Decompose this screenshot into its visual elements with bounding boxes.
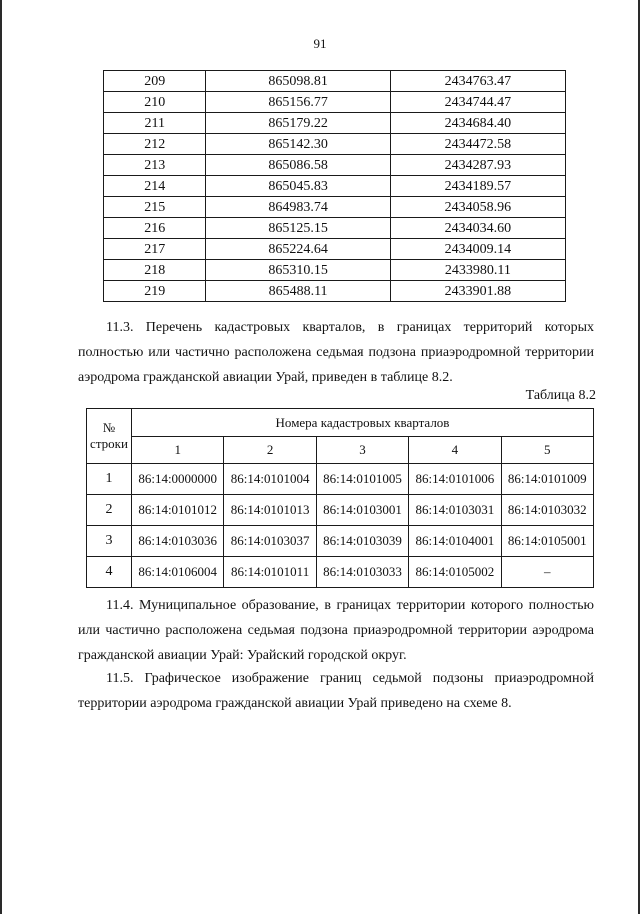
coord-y-value: 2433980.11 [390, 260, 565, 281]
coord-row [104, 176, 566, 197]
page-edge-left [0, 0, 2, 914]
coord-point-number: 211 [104, 113, 206, 134]
column-header: 4 [409, 437, 501, 464]
coord-row [104, 281, 566, 302]
coord-row [104, 155, 566, 176]
coord-point-number: 210 [104, 92, 206, 113]
coord-x-value: 865125.15 [206, 218, 390, 239]
cadastral-row [87, 526, 594, 557]
cadastral-quarter-cell: – [501, 557, 593, 588]
cadastral-quarter-cell: 86:14:0101011 [224, 557, 316, 588]
cadastral-quarter-cell: 86:14:0103037 [224, 526, 316, 557]
coord-row [104, 71, 566, 92]
coord-row [104, 197, 566, 218]
cadastral-quarter-cell: 86:14:0101005 [316, 464, 408, 495]
cadastral-quarter-cell: 86:14:0000000 [132, 464, 224, 495]
coord-row [104, 239, 566, 260]
coord-x-value: 865086.58 [206, 155, 390, 176]
cadastral-quarter-cell: 86:14:0103032 [501, 495, 593, 526]
row-number: 2 [87, 495, 132, 526]
paragraph-line: территории аэродрома гражданской авиации Урай приведено на схеме 8. [78, 696, 512, 711]
cadastral-quarter-cell: 86:14:0103001 [316, 495, 408, 526]
cadastral-quarter-cell: 86:14:0101009 [501, 464, 593, 495]
coord-y-value: 2434684.40 [390, 113, 565, 134]
cadastral-quarter-cell: 86:14:0101004 [224, 464, 316, 495]
coord-point-number: 212 [104, 134, 206, 155]
coord-point-number: 209 [104, 71, 206, 92]
paragraph-line: гражданской авиации Урай: Урайский городской округ. [78, 648, 407, 663]
coord-x-value: 865179.22 [206, 113, 390, 134]
coord-y-value: 2434763.47 [390, 71, 565, 92]
paragraph-line: аэродрома гражданской авиации Урай, приведен в таблице 8.2. [78, 370, 453, 385]
coord-row [104, 260, 566, 281]
column-header: 5 [501, 437, 593, 464]
cadastral-quarter-cell: 86:14:0105001 [501, 526, 593, 557]
coord-point-number: 213 [104, 155, 206, 176]
coord-point-number: 214 [104, 176, 206, 197]
coord-y-value: 2434287.93 [390, 155, 565, 176]
coord-y-value: 2434744.47 [390, 92, 565, 113]
header-group: Номера кадастровых кварталов [132, 409, 594, 437]
paragraph-line: полностью или частично расположена седьмая подзона приаэродромной территории [78, 345, 594, 360]
coord-x-value: 865224.64 [206, 239, 390, 260]
coord-row [104, 92, 566, 113]
coord-row [104, 113, 566, 134]
coord-x-value: 865156.77 [206, 92, 390, 113]
cadastral-row [87, 495, 594, 526]
row-number: 3 [87, 526, 132, 557]
coord-point-number: 219 [104, 281, 206, 302]
coord-y-value: 2433901.88 [390, 281, 565, 302]
paragraph-11-5 [78, 666, 594, 716]
cadastral-quarter-cell: 86:14:0101012 [132, 495, 224, 526]
cadastral-table [86, 408, 594, 588]
header-row-number [87, 409, 132, 464]
column-header: 2 [224, 437, 316, 464]
cadastral-quarter-cell: 86:14:0106004 [132, 557, 224, 588]
coord-point-number: 217 [104, 239, 206, 260]
column-header: 3 [316, 437, 408, 464]
paragraph-11-4 [78, 593, 594, 668]
cadastral-quarter-cell: 86:14:0103033 [316, 557, 408, 588]
paragraph-line: 11.5. Графическое изображение границ седьмой подзоны приаэродромной [106, 671, 594, 686]
cadastral-row [87, 557, 594, 588]
column-header: 1 [132, 437, 224, 464]
coord-point-number: 216 [104, 218, 206, 239]
page-number: 91 [313, 36, 327, 51]
coord-y-value: 2434034.60 [390, 218, 565, 239]
cadastral-quarter-cell: 86:14:0103036 [132, 526, 224, 557]
coord-row [104, 218, 566, 239]
table-caption: Таблица 8.2 [525, 388, 596, 403]
coord-row [104, 134, 566, 155]
cadastral-quarter-cell: 86:14:0103039 [316, 526, 408, 557]
coord-x-value: 865310.15 [206, 260, 390, 281]
header-no-symbol: № [102, 420, 116, 435]
coord-point-number: 218 [104, 260, 206, 281]
row-number: 4 [87, 557, 132, 588]
cadastral-quarter-cell: 86:14:0103031 [409, 495, 501, 526]
coord-y-value: 2434058.96 [390, 197, 565, 218]
coord-x-value: 865488.11 [206, 281, 390, 302]
cadastral-quarter-cell: 86:14:0101013 [224, 495, 316, 526]
coord-x-value: 864983.74 [206, 197, 390, 218]
header-no-word: строки [90, 436, 128, 451]
paragraph-11-3 [78, 315, 594, 390]
paragraph-line: 11.4. Муниципальное образование, в границах территории которого полностью [106, 598, 594, 613]
paragraph-line: 11.3. Перечень кадастровых кварталов, в границах территорий которых [106, 320, 594, 335]
cadastral-quarter-cell: 86:14:0104001 [409, 526, 501, 557]
coord-y-value: 2434189.57 [390, 176, 565, 197]
coord-x-value: 865142.30 [206, 134, 390, 155]
coordinates-table [103, 70, 566, 302]
coord-x-value: 865045.83 [206, 176, 390, 197]
coord-point-number: 215 [104, 197, 206, 218]
coord-y-value: 2434472.58 [390, 134, 565, 155]
row-number: 1 [87, 464, 132, 495]
cadastral-row [87, 464, 594, 495]
cadastral-quarter-cell: 86:14:0105002 [409, 557, 501, 588]
cadastral-quarter-cell: 86:14:0101006 [409, 464, 501, 495]
paragraph-line: или частично расположена седьмая подзона приаэродромной территории аэродрома [78, 623, 594, 638]
coord-x-value: 865098.81 [206, 71, 390, 92]
coord-y-value: 2434009.14 [390, 239, 565, 260]
